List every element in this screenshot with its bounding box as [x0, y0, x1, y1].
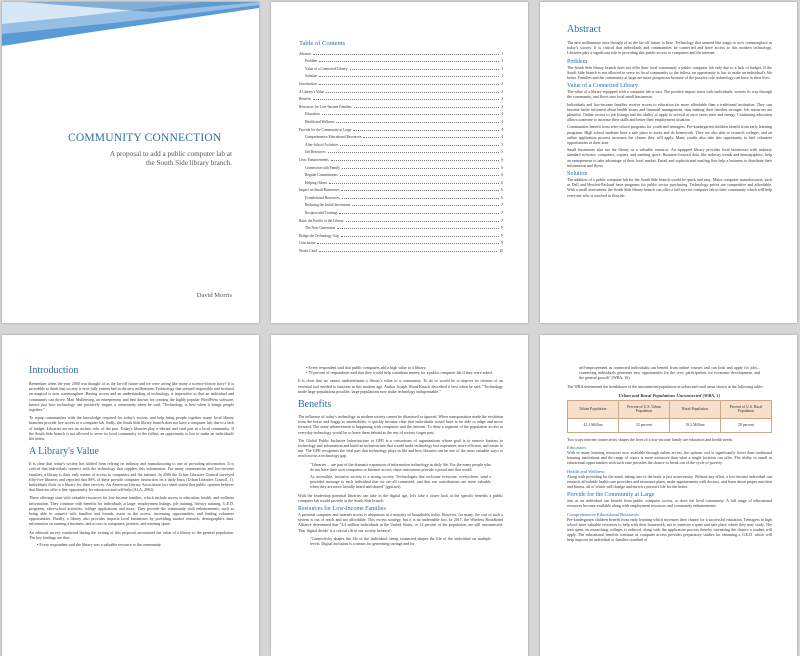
- toc-entry[interactable]: [299, 162, 503, 170]
- toc-entry-page: 4: [501, 112, 503, 117]
- toc-entry-page: 7: [501, 218, 503, 223]
- community-page[interactable]: [540, 335, 797, 656]
- toc-entry-label: Job Resources: [305, 150, 326, 155]
- toc-entry-page: 6: [501, 157, 503, 162]
- population-table: [567, 400, 772, 433]
- toc-entry[interactable]: [299, 200, 503, 208]
- value-text-1: The value of a library equipped with a computer lab is vast. The positive impact starts with individuals, weaves its way through the community, and flows into local small businesses.: [567, 89, 772, 100]
- toc-entry[interactable]: [299, 185, 503, 193]
- benefits-quote-paragraph: It is clear that we cannot underestimate a library's value to a community. To do so would be to deprive its citizens of an essential tool needed to function in this modern age. Author Joseph Wood Krutch described it best when he said, "Technology made large populations possible; large populations now make technology indispensable.": [298, 378, 503, 394]
- solution-text: The addition of a public computer lab for the South Side branch would be quick and easy. Major computer manufacturers, such as Dell and Hewlett-Packard have programs for public sector purchasing. Technology prices are competitive and affordable. With a small investment, the South Side library branch can offer a full-service computer lab to their community which will help everyone who is touched to flourish.: [567, 177, 772, 198]
- abstract-heading: Abstract: [567, 24, 601, 35]
- benefits-heading: Benefits: [298, 399, 332, 411]
- intro-bullet-text: Every respondent said the library was a valuable resource to the community.: [39, 542, 162, 548]
- cover-page[interactable]: [2, 2, 259, 323]
- intro-paragraph-1: Remember when the year 2000 was thought of as the far-off future and we were acting like many a science-fiction story? It is incredible to think that society is now fully entrenched in the new millennium. Technology that seemed impossible and fictional on magical is now commonplace. Having access and an understanding of technology is imperative so that an individual and community can thrive. Matt Mullenweg, an entrepreneur and best known for creating the highly popular WordPress software, knows just how technology can positively impact a community when he said, "Technology is best when it brings people together.": [29, 381, 234, 413]
- toc-leader-dots: [328, 152, 500, 153]
- community-heading: Provide for the Community at Large: [567, 492, 655, 499]
- toc-entry-label: Abstract: [299, 51, 312, 56]
- toc-leader-dots: [322, 114, 500, 115]
- toc-entry[interactable]: [299, 86, 503, 94]
- toc-list: [299, 48, 503, 253]
- toc-entry[interactable]: [299, 101, 503, 109]
- toc-entry-page: 10: [499, 249, 503, 254]
- toc-leader-dots: [354, 107, 500, 108]
- value-text-4: Small businesses also see the library as a valuable resource. An equipped library provides local businesses with industry standard software, computers, copiers, and meeting space. Business-focused data, like industry trends and demographics, help an entrepreneur to take advantage of their local market. Email and sophisticated mailing lists help a business to distribute their information and flyers.: [567, 147, 772, 168]
- toc-entry-page: 3: [501, 97, 503, 102]
- problem-heading: Problem: [567, 58, 588, 65]
- toc-entry-page: 4: [501, 135, 503, 140]
- table-cell: 22 percent: [619, 418, 670, 432]
- benefits-paragraph-1: The influence of today's technology in modern society cannot be dismissed or ignored. When transportation made the evolution from the horse and buggy to automobiles, it quickly became clear that individuals would have to be able to adapt and move forward. The same advancement is happening with computers and the internet. To deny a segment of the population access to everyday technology would be to leave them behind as the rest of society forges past.: [298, 414, 503, 435]
- toc-leader-dots: [319, 251, 497, 252]
- cover-subtitle-line-1: A proposal to add a public computer lab at: [109, 150, 232, 158]
- table-header-cell: Percent of U.S. Urban Population: [619, 400, 670, 418]
- community-content: [567, 365, 772, 543]
- toc-leader-dots: [337, 228, 499, 229]
- benefits-bullet-2-text: 70 percent of respondents said that they would help contribute money for a public computer lab if they were asked.: [308, 370, 493, 376]
- toc-entry-label: Value of a Connected Library: [305, 66, 348, 71]
- toc-entry-label: Regular Commitments: [305, 173, 338, 178]
- toc-entry-label: Education: [305, 112, 320, 117]
- toc-entry-page: 5: [501, 150, 503, 155]
- toc-entry-page: 5: [501, 142, 503, 147]
- community-text: Just as an individual can benefit from public computer access, so does the local community. A full range of educational resources become available along with employment resources and community enhancements.: [567, 498, 772, 509]
- toc-entry-page: 7: [501, 211, 503, 216]
- toc-entry-page: 6: [501, 173, 503, 178]
- toc-entry-label: The Next Generation: [305, 226, 336, 231]
- toc-entry-page: 6: [501, 180, 503, 185]
- abstract-content: [567, 24, 772, 198]
- benefits-bullet-2: • 70 percent of respondents said that they would help contribute money for a public computer lab if they were asked.: [306, 370, 493, 376]
- intro-paragraph-4: These offerings start with valuable resources for low-income families, which include access to education, health, and wellness information. They continue with benefits for individuals at large: employment listings, job training, literacy training, G.E.D. programs, after-school activities, college applications and more. They provide the community with enhancements, such as being able to connect with families and friends, assist in the access, increasing opportunities, and finding volunteer opportunities. Finally, a library also provides impacts local businesses by providing market research, demographics data, information on running a business, and access to computers, printers, and meeting space.: [29, 495, 234, 527]
- toc-entry[interactable]: [299, 56, 503, 64]
- education-text: With so many learning resources now available through online access, the upfront cost is significantly lower than traditional learning institutions and the range of topics is more extensive than what a single location can offer. The ability to enroll in educational opportunities with such ease provides the chance to break out of the cycle of poverty.: [567, 450, 772, 466]
- toc-entry-label: Reciprocated Training: [305, 211, 338, 216]
- introduction-heading: Introduction: [29, 365, 79, 376]
- toc-leader-dots: [319, 76, 499, 77]
- toc-entry-page: 6: [501, 165, 503, 170]
- toc-entry-page: 6: [501, 188, 503, 193]
- introduction-page[interactable]: [2, 335, 259, 656]
- toc-entry-label: Provide for the Community at Large: [299, 127, 352, 132]
- toc-entry[interactable]: [299, 109, 503, 117]
- toc-entry-page: 1: [501, 66, 503, 71]
- cover-subtitle-line-2: the South Side library branch.: [145, 159, 232, 167]
- intro-paragraph-2: To equip communities with the knowledge required for today's society and help bring people together many local library branches provide free access to a computer lab. Sadly, the South Side library branch does not have a computer lab, due to a lack of budget. Libraries are not an archaic relic of the past. Today's libraries play a vibrant and vital part in a local community. If the South Side branch is not allowed to serve its local community to the fullest, an opportunity is lost to make an individual's life better.: [29, 415, 234, 442]
- value-text-2: Individuals and low-income families receive access to education far more affordable than a traditional institution. They can become better informed about health issues and financial management, thus making their families stronger. Job resources are plentiful. Online access to job listings and the ability to apply to several at once saves time and energy. Continuing education allows someone to increase their skills and better their employment situation.: [567, 101, 772, 123]
- toc-entry-page: 4: [501, 127, 503, 132]
- toc-entry-page: 4: [501, 119, 503, 124]
- benefits-paragraph-3: With the leadership potential libraries can take in the digital age, let's take a closer look at the specific benefits a public computer lab would provide at the South Side branch.: [298, 492, 503, 503]
- toc-leader-dots: [352, 205, 499, 206]
- toc-entry[interactable]: [299, 71, 503, 79]
- toc-entry[interactable]: [299, 170, 503, 178]
- benefits-paragraph-5: "Connectivity shapes the life of the individual: being connected shapes the life of the individual on multiple levels. Digital inclusion is a means for generating savings and for: [310, 535, 491, 547]
- toc-entry-page: 2: [501, 81, 503, 86]
- toc-entry-label: Foundational Resources: [305, 195, 340, 200]
- toc-leader-dots: [339, 213, 499, 214]
- abstract-paragraph: The new millennium once thought of as the far-off future, is here. Technology that seemed like magic is now commonplace in today's society. It is critical that individuals and communities be connected and have access to this modern technology. Libraries play a significant role in providing this public access to computers and the internet.: [567, 40, 772, 56]
- toc-leader-dots: [342, 168, 499, 169]
- toc-entry-label: A Library's Value: [299, 89, 325, 94]
- toc-entry-label: Problem: [305, 59, 318, 64]
- toc-leader-dots: [346, 221, 499, 222]
- toc-entry[interactable]: [299, 116, 503, 124]
- intro-bullet: • Every respondent said the library was a valuable resource to the community.: [37, 542, 162, 548]
- toc-entry[interactable]: [299, 78, 503, 86]
- toc-entry-page: 1: [501, 74, 503, 79]
- library-value-heading: A Library's Value: [29, 446, 99, 458]
- toc-entry-label: Impact on Small Businesses: [299, 188, 340, 193]
- cover-author: David Morris: [196, 292, 232, 299]
- toc-entry[interactable]: [299, 230, 503, 238]
- toc-entry[interactable]: [299, 192, 503, 200]
- cover-title: COMMUNITY CONNECTION: [68, 132, 222, 144]
- toc-entry[interactable]: [299, 245, 503, 253]
- toc-leader-dots: [342, 198, 500, 199]
- introduction-content: [29, 365, 234, 547]
- toc-leader-dots: [319, 61, 499, 62]
- toc-entry-page: 8: [501, 233, 503, 238]
- toc-leader-dots: [363, 137, 499, 138]
- toc-entry[interactable]: [299, 124, 503, 132]
- quote-continuation: self-improvement as connected individuals can benefit from online courses and can look and apply for jobs... connecting individuals generates new opportunities for the civic participation, for economic development, and the general growth" (WBA, 16).: [579, 365, 760, 381]
- benefits-blockquote-2: As accessible, inclusive society is a strong society. Technologies that welcome everyone, everywhere, send a powerful message to each individual that we are all connected, and that our contributions are more valuable when they are more broadly heard and shared" (gpii.net).: [310, 474, 491, 490]
- toc-leader-dots: [317, 243, 499, 244]
- toc-leader-dots: [319, 84, 499, 85]
- toc-entry-label: Introduction: [299, 81, 317, 86]
- toc-leader-dots: [329, 183, 499, 184]
- toc-heading: Table of Contents: [299, 40, 346, 47]
- toc-entry[interactable]: [299, 177, 503, 185]
- toc-leader-dots: [326, 92, 499, 93]
- connectivity-paragraph: Two ways internet connectivity shapes the lives of a low-income family are education and health needs.: [567, 436, 734, 442]
- benefits-page[interactable]: [271, 335, 528, 656]
- toc-entry-label: Bridge the Technology Gap: [299, 233, 339, 238]
- toc-entry[interactable]: [299, 132, 503, 140]
- toc-entry-page: 3: [501, 104, 503, 109]
- cover-subtitle: [72, 150, 232, 168]
- toc-entry[interactable]: [299, 48, 503, 56]
- table-cell: 28 percent: [721, 418, 772, 432]
- table-header-cell: Urban Population: [568, 400, 619, 418]
- toc-entry-page: 2: [501, 89, 503, 94]
- toc-page[interactable]: [271, 2, 528, 323]
- toc-leader-dots: [341, 190, 499, 191]
- toc-entry-page: 6: [501, 195, 503, 200]
- table-row: [568, 418, 772, 432]
- toc-entry-page: 1: [501, 59, 503, 64]
- toc-entry-page: 7: [501, 203, 503, 208]
- toc-entry[interactable]: [299, 147, 503, 155]
- toc-entry-label: Reducing the Initial Investment: [305, 203, 351, 208]
- toc-entry-label: Raise the Profile of the Library: [299, 218, 344, 223]
- toc-entry-label: Comprehensive Educational Resources: [305, 135, 362, 140]
- table-cell: 42.1 Million: [568, 418, 619, 432]
- toc-entry-label: Civic Enhancements: [299, 157, 329, 162]
- table-title: Urban and Rural Populations Unconnected (WBA, 1): [618, 392, 721, 398]
- cover-decoration-band: [2, 2, 259, 47]
- table-header-cell: Percent of U.S. Rural Population: [721, 400, 772, 418]
- health-heading: Health and Wellness: [567, 468, 605, 474]
- toc-entry-label: Solution: [305, 74, 318, 79]
- toc-entry-page: 1: [501, 51, 503, 56]
- edu-resources-heading: Comprehensive Educational Resources: [567, 511, 639, 517]
- value-heading: Value of a Connected Library: [567, 83, 638, 90]
- edu-resources-text: Pre-kindergarten children benefit from early learning which increases their chance for a successful education. Teenagers in high school have valuable resources to help with their homework, not to mention a quiet and safe place where they may study. The teen spent on researching colleges is reduced, along with the application process thereby increasing the chance a student will apply. The educational benefits continue as computer access provides preparatory studies for obtaining a G.E.D. which will help improve an individual or families standard of: [567, 516, 772, 543]
- benefits-paragraph-4: A personal computer and internet access is ubiquitous in a majority of households today. However, for many, the cost of such a system is out of reach and not affordable. This excess strategy, but it is an undeniable fact. In 2017, the Wireless Broadband Alliance determined that "4.4 million individuals in the United States, or 14 percent of the population, are still unconnected. This 'digital divide' is a critical rift in our society because":: [298, 512, 503, 533]
- toc-entry-label: Health and Wellness: [305, 119, 335, 124]
- toc-leader-dots: [331, 160, 500, 161]
- toc-leader-dots: [350, 69, 500, 70]
- toc-entry-label: Resources for Low-Income Families: [299, 104, 352, 109]
- health-text: Along with providing for the mind, taking care of the body is just as necessary. Without any effort, a low-income individual can research affordable health care providers and insurance plans, make appointments with doctors, and learn about proper nutrition and fitness, all of which will change and enrich a person's life for the better.: [567, 473, 772, 490]
- toc-entry[interactable]: [299, 215, 503, 223]
- benefits-content: [298, 365, 503, 546]
- low-income-heading: Resources for Low-Income Families: [298, 506, 386, 513]
- toc-entry-page: 9: [501, 241, 503, 246]
- toc-entry[interactable]: [299, 139, 503, 147]
- toc-entry-label: Helping Others: [305, 180, 328, 185]
- toc-entry-label: Connection with Family: [305, 165, 340, 170]
- benefits-blockquote: "Libraries ... are part of the dramatic expansion of information technology in daily life. For the many people who do not have their own computers or Internet access, these institutions provide a portal into that world.: [310, 461, 491, 472]
- toc-entry-label: Conclusion: [299, 241, 316, 246]
- toc-leader-dots: [336, 122, 499, 123]
- toc-entry-label: Benefits: [299, 97, 311, 102]
- benefits-paragraph-2: The Global Public Inclusive Infrastructure or GPII is a consortium of organizations whose goal is to remove barriers to technology and information and build an infrastructure that would make technology less expensive, more efficient, and easier to use. The GPII recognizes the vital part that technology plays in life and how libraries can be one of the most valuable ways to reach across a technology gap.: [298, 437, 503, 459]
- toc-entry-label: After-School Activities: [305, 142, 339, 147]
- toc-leader-dots: [341, 236, 500, 237]
- toc-leader-dots: [340, 145, 499, 146]
- benefits-bullet-1-text: Every respondent said that public computers add a high value to a library.: [308, 365, 427, 370]
- toc-entry-page: 8: [501, 226, 503, 231]
- toc-leader-dots: [353, 130, 499, 131]
- toc-leader-dots: [340, 175, 500, 176]
- table-header-cell: Rural Population: [670, 400, 721, 418]
- table-cell: 18.2 Million: [670, 418, 721, 432]
- toc-entry[interactable]: [299, 63, 503, 71]
- abstract-page[interactable]: [540, 2, 797, 323]
- toc-leader-dots: [313, 54, 499, 55]
- toc-entry[interactable]: [299, 238, 503, 246]
- problem-text: The South Side library branch does not offer their local community a public computer lab only due to a lack of budget. If the South Side branch is not allowed to serve its local community to the fullest, an opportunity is lost to make an individual's life better. Families and the community at large are more prosperous because of the positive role technology can have in their lives.: [567, 64, 772, 81]
- intro-paragraph-3: It is clear that today's society has shifted from relying on industry and manufacturing to one of providing information. It is critical that individuals connect with the technology that supplies this information. For many communities and low-income families, a library is their only means of access to computers and the internet. In 2006 the Urban Libraries Council surveyed fifty-five libraries and reported that 80% of these provide computer instruction on a daily basis (Urban Libraries Council, 1). Individuals flock to a library for their services. An American Library Association fact sheet stated that public opinion believes that libraries offer a fine opportunity for education and self-help (ALA, 2002).: [29, 461, 234, 493]
- toc-entry[interactable]: [299, 94, 503, 102]
- table-header-row: [568, 400, 772, 418]
- toc-entry-label: Works Cited: [299, 249, 317, 254]
- toc-entry[interactable]: [299, 154, 503, 162]
- benefits-bullet-1: • Every respondent said that public computers add a high value to a library.: [306, 365, 427, 370]
- education-heading: Education: [567, 445, 586, 451]
- intro-paragraph-5: An editorial survey conducted during the writing of this proposal ascertained the value of a library to the general population. The key findings are that:: [29, 529, 234, 540]
- toc-entry[interactable]: [299, 207, 503, 215]
- value-text-3: Communities benefit from after-school programs for youth and teenagers. Pre-kindergarten children benefit from early learning programs. High school students have a safe place to study and do homework. They are also able to research colleges, and an online application process increases the chance they will apply. Many youths also take this opportunity to find volunteer opportunities in their area.: [567, 124, 772, 146]
- toc-entry[interactable]: [299, 223, 503, 231]
- toc-leader-dots: [313, 99, 499, 100]
- table-intro: The WBA determined the breakdown of the unconnected population in urban and rural areas shown in the following table:: [567, 383, 764, 389]
- solution-heading: Solution: [567, 171, 588, 178]
